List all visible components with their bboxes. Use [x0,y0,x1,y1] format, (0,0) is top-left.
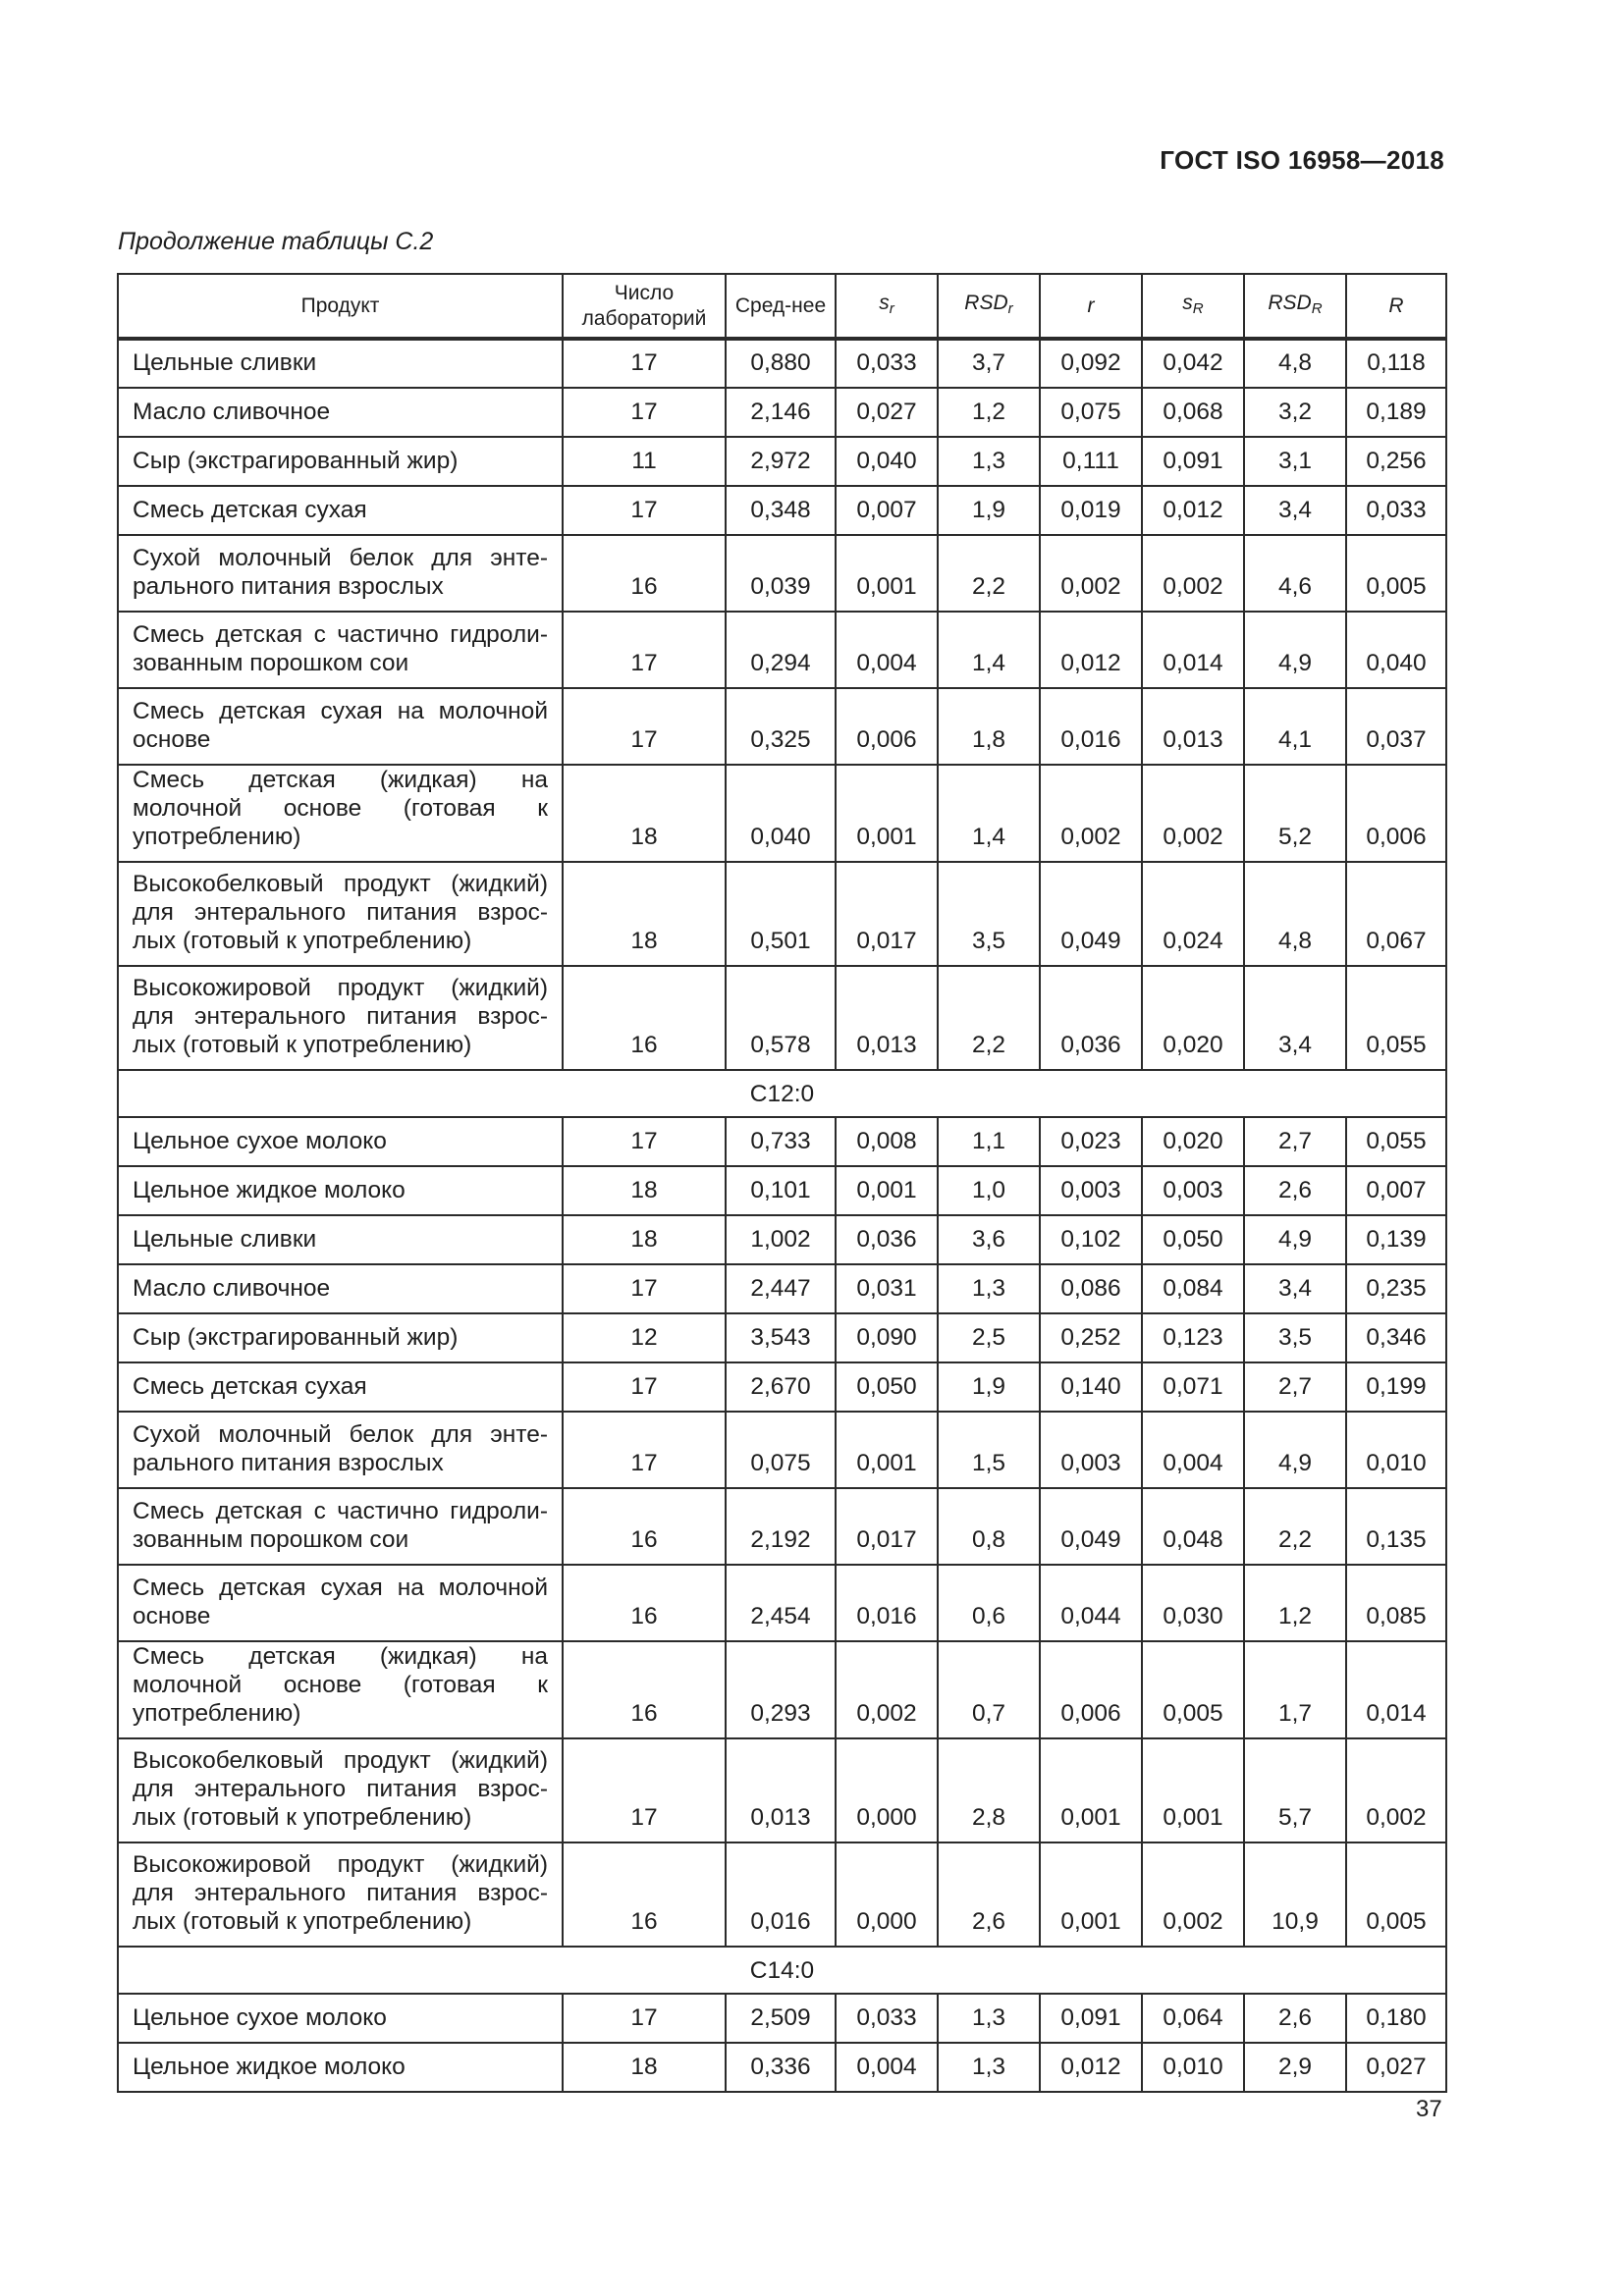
cell-R: 0,139 [1346,1215,1446,1264]
cell-sR: 0,084 [1142,1264,1244,1313]
cell-labs: 17 [563,339,726,388]
cell-labs: 17 [563,1994,726,2043]
cell-rsdR: 4,8 [1244,862,1346,966]
table-group-row [118,1070,1446,1117]
cell-R: 0,180 [1346,1994,1446,2043]
cell-product: Смесь детская сухая [118,1362,563,1412]
cell-R: 0,005 [1346,535,1446,612]
cell-sR: 0,002 [1142,535,1244,612]
cell-rsdr: 3,7 [938,339,1040,388]
table-row [118,1362,1446,1412]
cell-mean: 2,509 [726,1994,836,2043]
cell-rsdr: 3,5 [938,862,1040,966]
cell-sR: 0,004 [1142,1412,1244,1488]
cell-labs: 17 [563,1117,726,1166]
cell-rsdr: 1,8 [938,688,1040,765]
cell-r: 0,003 [1040,1166,1142,1215]
cell-product: Масло сливочное [118,1264,563,1313]
cell-sr: 0,017 [836,1488,938,1565]
cell-r: 0,016 [1040,688,1142,765]
cell-product: Цельные сливки [118,339,563,388]
cell-mean: 0,016 [726,1842,836,1947]
data-table [117,273,1447,2093]
cell-mean: 0,325 [726,688,836,765]
cell-sr: 0,008 [836,1117,938,1166]
cell-r: 0,140 [1040,1362,1142,1412]
cell-sr: 0,006 [836,688,938,765]
cell-sr: 0,040 [836,437,938,486]
column-header-mean: Сред-нее [726,274,836,339]
cell-product: Смесь детская (жидкая) на молочной основе (готовая к употреблению) [118,765,563,862]
cell-mean: 3,543 [726,1313,836,1362]
cell-labs: 16 [563,1565,726,1641]
cell-rsdr: 0,8 [938,1488,1040,1565]
cell-mean: 0,013 [726,1738,836,1842]
table-row [118,1488,1446,1565]
group-label: С12:0 [118,1070,1446,1117]
table-row [118,486,1446,535]
cell-rsdr: 1,9 [938,1362,1040,1412]
cell-sr: 0,000 [836,1842,938,1947]
cell-labs: 11 [563,437,726,486]
cell-r: 0,019 [1040,486,1142,535]
cell-rsdr: 1,3 [938,437,1040,486]
cell-sR: 0,042 [1142,339,1244,388]
cell-sR: 0,020 [1142,1117,1244,1166]
table-row [118,1166,1446,1215]
cell-product: Цельное сухое молоко [118,1117,563,1166]
cell-r: 0,012 [1040,2043,1142,2092]
cell-sR: 0,024 [1142,862,1244,966]
cell-r: 0,006 [1040,1641,1142,1738]
cell-mean: 0,294 [726,612,836,688]
cell-R: 0,085 [1346,1565,1446,1641]
cell-mean: 0,040 [726,765,836,862]
cell-r: 0,049 [1040,862,1142,966]
cell-sR: 0,001 [1142,1738,1244,1842]
cell-sr: 0,013 [836,966,938,1070]
cell-r: 0,001 [1040,1738,1142,1842]
cell-rsdr: 1,4 [938,765,1040,862]
cell-mean: 2,447 [726,1264,836,1313]
cell-product: Высокобелковый продукт (жидкий) для энтерального питания взрос-лых (готовый к употреблению) [118,1738,563,1842]
column-header-product: Продукт [118,274,563,339]
cell-labs: 12 [563,1313,726,1362]
cell-mean: 0,293 [726,1641,836,1738]
cell-r: 0,252 [1040,1313,1142,1362]
cell-R: 0,040 [1346,612,1446,688]
cell-sr: 0,036 [836,1215,938,1264]
cell-rsdR: 3,4 [1244,966,1346,1070]
cell-product: Смесь детская с частично гидроли-зованным порошком сои [118,1488,563,1565]
cell-labs: 16 [563,966,726,1070]
cell-labs: 17 [563,1738,726,1842]
column-header-sR: $s_R$ [1142,274,1244,339]
cell-mean: 2,454 [726,1565,836,1641]
cell-rsdr: 1,4 [938,612,1040,688]
table-row [118,388,1446,437]
cell-sr: 0,001 [836,535,938,612]
cell-rsdR: 1,2 [1244,1565,1346,1641]
cell-rsdr: 2,6 [938,1842,1040,1947]
cell-sR: 0,123 [1142,1313,1244,1362]
cell-rsdR: 5,2 [1244,765,1346,862]
cell-sr: 0,007 [836,486,938,535]
cell-product: Масло сливочное [118,388,563,437]
cell-r: 0,003 [1040,1412,1142,1488]
cell-sr: 0,004 [836,2043,938,2092]
table-row [118,1117,1446,1166]
cell-sR: 0,048 [1142,1488,1244,1565]
cell-rsdr: 1,2 [938,388,1040,437]
cell-rsdR: 10,9 [1244,1842,1346,1947]
cell-R: 0,118 [1346,339,1446,388]
cell-sr: 0,027 [836,388,938,437]
cell-product: Смесь детская с частично гидроли-зованным порошком сои [118,612,563,688]
cell-sR: 0,005 [1142,1641,1244,1738]
table-row [118,1994,1446,2043]
cell-rsdR: 2,9 [1244,2043,1346,2092]
cell-rsdR: 5,7 [1244,1738,1346,1842]
cell-rsdR: 4,9 [1244,1215,1346,1264]
cell-product: Сыр (экстрагированный жир) [118,437,563,486]
cell-rsdR: 4,8 [1244,339,1346,388]
cell-rsdr: 3,6 [938,1215,1040,1264]
column-header-r: r [1040,274,1142,339]
table-row [118,535,1446,612]
column-header-rsdR: $RSD_R$ [1244,274,1346,339]
cell-mean: 0,578 [726,966,836,1070]
cell-rsdr: 1,3 [938,1994,1040,2043]
cell-sr: 0,000 [836,1738,938,1842]
cell-rsdR: 3,4 [1244,1264,1346,1313]
column-header-sr: $s_r$ [836,274,938,339]
cell-r: 0,111 [1040,437,1142,486]
cell-sr: 0,017 [836,862,938,966]
cell-labs: 18 [563,2043,726,2092]
cell-mean: 0,501 [726,862,836,966]
cell-sr: 0,033 [836,1994,938,2043]
cell-product: Смесь детская сухая на молочной основе [118,688,563,765]
cell-R: 0,006 [1346,765,1446,862]
table-row [118,966,1446,1070]
cell-rsdr: 2,5 [938,1313,1040,1362]
cell-r: 0,049 [1040,1488,1142,1565]
cell-R: 0,346 [1346,1313,1446,1362]
cell-rsdR: 2,6 [1244,1994,1346,2043]
cell-sR: 0,030 [1142,1565,1244,1641]
cell-r: 0,023 [1040,1117,1142,1166]
cell-sr: 0,001 [836,1412,938,1488]
cell-labs: 17 [563,612,726,688]
cell-mean: 0,101 [726,1166,836,1215]
cell-rsdR: 2,2 [1244,1488,1346,1565]
cell-R: 0,067 [1346,862,1446,966]
cell-R: 0,014 [1346,1641,1446,1738]
cell-product: Цельные сливки [118,1215,563,1264]
cell-rsdR: 4,6 [1244,535,1346,612]
cell-mean: 0,880 [726,339,836,388]
cell-r: 0,044 [1040,1565,1142,1641]
cell-rsdr: 1,1 [938,1117,1040,1166]
cell-rsdR: 2,7 [1244,1117,1346,1166]
cell-rsdr: 1,9 [938,486,1040,535]
table-row [118,1313,1446,1362]
table-body [118,339,1446,2092]
column-header-rsdr: $RSD_r$ [938,274,1040,339]
table-row [118,1565,1446,1641]
cell-R: 0,033 [1346,486,1446,535]
cell-sr: 0,031 [836,1264,938,1313]
cell-sr: 0,033 [836,339,938,388]
table-row [118,1738,1446,1842]
cell-mean: 2,972 [726,437,836,486]
cell-sR: 0,068 [1142,388,1244,437]
cell-r: 0,091 [1040,1994,1142,2043]
cell-sR: 0,002 [1142,1842,1244,1947]
cell-sR: 0,012 [1142,486,1244,535]
cell-rsdr: 0,7 [938,1641,1040,1738]
cell-r: 0,001 [1040,1842,1142,1947]
cell-r: 0,075 [1040,388,1142,437]
cell-sr: 0,090 [836,1313,938,1362]
cell-R: 0,002 [1346,1738,1446,1842]
cell-mean: 2,192 [726,1488,836,1565]
cell-product: Смесь детская сухая на молочной основе [118,1565,563,1641]
cell-sR: 0,010 [1142,2043,1244,2092]
cell-R: 0,199 [1346,1362,1446,1412]
cell-sR: 0,003 [1142,1166,1244,1215]
cell-rsdR: 2,7 [1244,1362,1346,1412]
cell-labs: 17 [563,1412,726,1488]
cell-rsdR: 3,4 [1244,486,1346,535]
cell-rsdR: 3,5 [1244,1313,1346,1362]
cell-labs: 17 [563,388,726,437]
page-number: 37 [1416,2096,1442,2122]
table-row [118,1264,1446,1313]
cell-labs: 16 [563,1488,726,1565]
table-row [118,437,1446,486]
table-row [118,1215,1446,1264]
cell-rsdr: 1,3 [938,1264,1040,1313]
cell-sR: 0,014 [1142,612,1244,688]
cell-sR: 0,020 [1142,966,1244,1070]
cell-labs: 17 [563,1264,726,1313]
cell-rsdR: 3,2 [1244,388,1346,437]
cell-sr: 0,016 [836,1565,938,1641]
cell-mean: 1,002 [726,1215,836,1264]
cell-r: 0,002 [1040,535,1142,612]
table-row [118,2043,1446,2092]
cell-labs: 17 [563,1362,726,1412]
table-row [118,1842,1446,1947]
cell-R: 0,189 [1346,388,1446,437]
cell-rsdr: 1,0 [938,1166,1040,1215]
cell-sR: 0,091 [1142,437,1244,486]
cell-rsdR: 2,6 [1244,1166,1346,1215]
table-row [118,1412,1446,1488]
cell-rsdr: 1,5 [938,1412,1040,1488]
cell-rsdR: 4,9 [1244,1412,1346,1488]
cell-R: 0,055 [1346,1117,1446,1166]
cell-mean: 0,348 [726,486,836,535]
cell-rsdr: 1,3 [938,2043,1040,2092]
cell-product: Цельное жидкое молоко [118,2043,563,2092]
cell-mean: 0,336 [726,2043,836,2092]
cell-rsdr: 2,2 [938,966,1040,1070]
cell-labs: 18 [563,765,726,862]
cell-mean: 0,733 [726,1117,836,1166]
table-row [118,862,1446,966]
cell-R: 0,010 [1346,1412,1446,1488]
table-header-row [118,274,1446,339]
cell-rsdR: 1,7 [1244,1641,1346,1738]
cell-R: 0,256 [1346,437,1446,486]
cell-labs: 18 [563,1215,726,1264]
table-row [118,612,1446,688]
cell-sr: 0,002 [836,1641,938,1738]
cell-R: 0,037 [1346,688,1446,765]
column-header-labs: Число лабораторий [563,274,726,339]
cell-product: Сухой молочный белок для энте-рального питания взрослых [118,1412,563,1488]
cell-product: Смесь детская сухая [118,486,563,535]
cell-product: Высокожировой продукт (жидкий) для энтерального питания взрос-лых (готовый к употреблению) [118,1842,563,1947]
cell-rsdr: 2,8 [938,1738,1040,1842]
cell-R: 0,027 [1346,2043,1446,2092]
cell-sr: 0,001 [836,1166,938,1215]
cell-sR: 0,071 [1142,1362,1244,1412]
cell-r: 0,002 [1040,765,1142,862]
table-row [118,1641,1446,1738]
cell-sr: 0,050 [836,1362,938,1412]
cell-product: Высокобелковый продукт (жидкий) для энтерального питания взрос-лых (готовый к употреблению) [118,862,563,966]
cell-R: 0,235 [1346,1264,1446,1313]
table-row [118,765,1446,862]
cell-rsdr: 0,6 [938,1565,1040,1641]
cell-product: Высокожировой продукт (жидкий) для энтерального питания взрос-лых (готовый к употреблению) [118,966,563,1070]
cell-rsdR: 4,1 [1244,688,1346,765]
cell-rsdR: 3,1 [1244,437,1346,486]
column-header-R: R [1346,274,1446,339]
cell-product: Цельное жидкое молоко [118,1166,563,1215]
cell-r: 0,012 [1040,612,1142,688]
cell-sR: 0,050 [1142,1215,1244,1264]
document-code: ГОСТ ISO 16958—2018 [1160,145,1444,175]
cell-labs: 16 [563,1842,726,1947]
cell-labs: 16 [563,1641,726,1738]
cell-labs: 18 [563,1166,726,1215]
cell-mean: 0,075 [726,1412,836,1488]
cell-mean: 2,670 [726,1362,836,1412]
cell-labs: 17 [563,688,726,765]
cell-r: 0,092 [1040,339,1142,388]
table-group-row [118,1947,1446,1994]
cell-product: Смесь детская (жидкая) на молочной основе (готовая к употреблению) [118,1641,563,1738]
cell-product: Сухой молочный белок для энте-рального питания взрослых [118,535,563,612]
cell-R: 0,055 [1346,966,1446,1070]
cell-R: 0,007 [1346,1166,1446,1215]
cell-r: 0,086 [1040,1264,1142,1313]
cell-mean: 0,039 [726,535,836,612]
cell-sR: 0,064 [1142,1994,1244,2043]
table-row [118,688,1446,765]
cell-product: Сыр (экстрагированный жир) [118,1313,563,1362]
cell-sr: 0,001 [836,765,938,862]
cell-labs: 17 [563,486,726,535]
cell-sR: 0,002 [1142,765,1244,862]
cell-mean: 2,146 [726,388,836,437]
cell-labs: 18 [563,862,726,966]
cell-labs: 16 [563,535,726,612]
cell-R: 0,005 [1346,1842,1446,1947]
cell-sr: 0,004 [836,612,938,688]
cell-rsdR: 4,9 [1244,612,1346,688]
cell-sR: 0,013 [1142,688,1244,765]
table-caption: Продолжение таблицы С.2 [118,228,434,255]
group-label: С14:0 [118,1947,1446,1994]
cell-r: 0,036 [1040,966,1142,1070]
cell-r: 0,102 [1040,1215,1142,1264]
cell-product: Цельное сухое молоко [118,1994,563,2043]
cell-R: 0,135 [1346,1488,1446,1565]
cell-rsdr: 2,2 [938,535,1040,612]
table-row [118,339,1446,388]
